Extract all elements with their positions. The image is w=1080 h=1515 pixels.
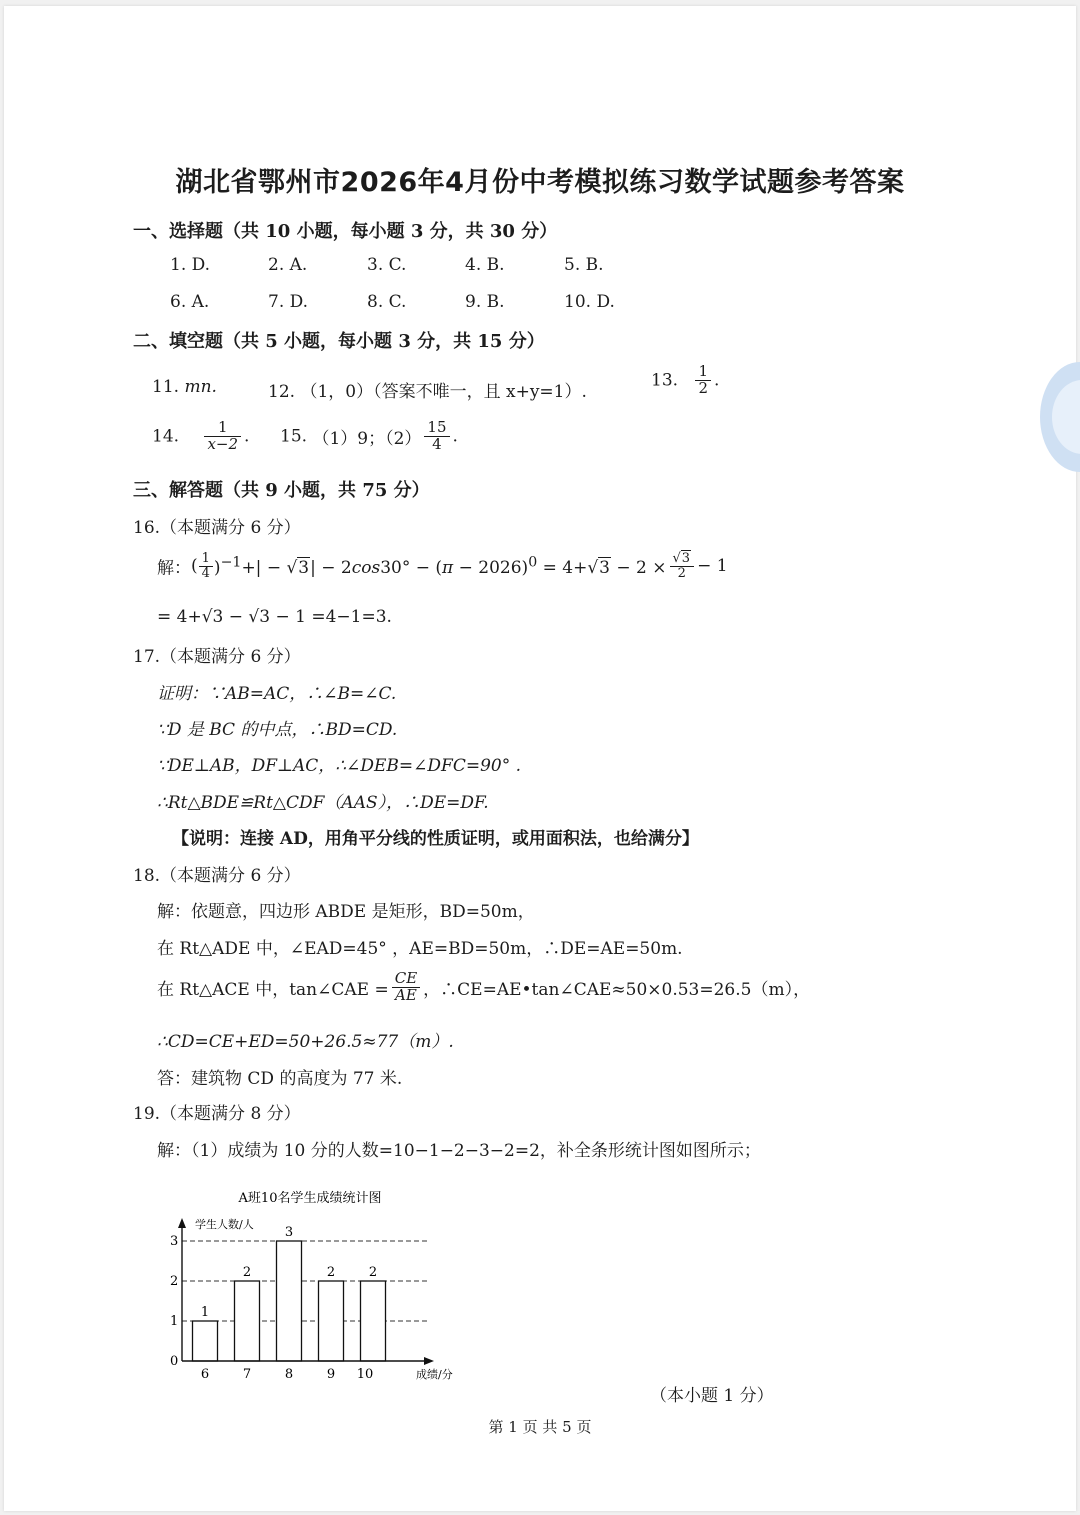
section1-heading: 一、选择题（共 10 小题，每小题 3 分，共 30 分） xyxy=(133,221,558,242)
q18-line4: ∴CD=CE+ED=50+26.5≈77（m）. xyxy=(157,1032,454,1052)
q19-note: （本小题 1 分） xyxy=(650,1386,774,1406)
q18-tan-prefix: 在 Rt△ACE 中，tan∠CAE = xyxy=(157,979,389,1000)
x-tick-7: 7 xyxy=(242,1367,252,1382)
q14-denominator: x−2 xyxy=(207,434,239,453)
q16-line1: 解：( $\frac{1}{4}$ )$^{-1}+| - √3| - 2\cos 30^\circ - (\pi - 2026)^0 = 4+√3 - 2$ × $\frac{√3}{2}$ − 1 xyxy=(157,551,728,581)
bar-label-6: 1 xyxy=(200,1305,210,1320)
q15-denominator: 4 xyxy=(432,434,442,453)
answer-8: 8. C. xyxy=(367,292,407,312)
y-axis-arrow xyxy=(178,1218,186,1228)
q13: 13. $\frac{1}{2}$ . xyxy=(651,362,720,397)
x-tick-9: 9 xyxy=(326,1367,336,1382)
bar-label-10: 2 xyxy=(368,1265,378,1280)
chart-title: A班10名学生成绩统计图 xyxy=(238,1191,382,1206)
q17-line4: ∴Rt△BDE≌Rt△CDF（AAS），∴DE=DF. xyxy=(157,793,489,813)
q18-line1: 解：依题意，四边形 ABDE 是矩形，BD=50m， xyxy=(157,902,535,922)
q12-number: 12. xyxy=(268,382,296,402)
q18-tan-suffix: ，∴CE=AE•tan∠CAE≈50×0.53=26.5（m）， xyxy=(423,979,811,1000)
q15-numerator: 15 xyxy=(424,420,449,437)
answer-2: 2. A. xyxy=(268,255,308,275)
answer-4: 4. B. xyxy=(465,255,505,275)
q18-line3 xyxy=(157,971,810,1004)
y-tick-3: 3 xyxy=(170,1234,179,1249)
q12-answer: （1，0）（答案不唯一，且 x+y=1）. xyxy=(300,382,587,402)
q14-fraction xyxy=(204,420,241,453)
q17-header: 17.（本题满分 6 分） xyxy=(133,647,301,667)
answer-3: 3. C. xyxy=(367,255,407,275)
q18-line5: 答：建筑物 CD 的高度为 77 米. xyxy=(157,1069,403,1089)
chart-x-label: 成绩/分 xyxy=(416,1368,453,1381)
q18-tan-fraction xyxy=(392,971,420,1004)
q18-tan-numerator: CE xyxy=(392,971,420,988)
q16-header: 16.（本题满分 6 分） xyxy=(133,518,301,538)
q11-number: 11. xyxy=(152,377,180,397)
q13-fraction xyxy=(695,364,711,397)
q15: 15. （1）9；（2） $\frac{15}{4}$ . xyxy=(280,418,458,453)
y-tick-0: 0 xyxy=(170,1354,179,1369)
q17-line1: 证明：∵AB=AC，∴∠B=∠C. xyxy=(157,684,397,704)
q17-line2: ∵D 是 BC 的中点，∴BD=CD. xyxy=(157,720,398,740)
x-tick-8: 8 xyxy=(284,1367,294,1382)
q13-denominator: 2 xyxy=(698,378,708,397)
q12 xyxy=(268,377,587,402)
y-tick-2: 2 xyxy=(170,1274,179,1289)
q18-tan-denominator: AE xyxy=(395,985,417,1004)
page-footer: 第 1 页 共 5 页 xyxy=(488,1418,592,1436)
bar-6 xyxy=(193,1321,218,1361)
q15-part1: （1）9；（2） xyxy=(312,428,422,449)
bar-8 xyxy=(277,1241,302,1361)
q19-line1: 解：（1）成绩为 10 分的人数=10−1−2−3−2=2，补全条形统计图如图所示； xyxy=(157,1141,761,1161)
q15-number: 15. xyxy=(280,426,308,447)
answer-1: 1. D. xyxy=(170,255,211,275)
bar-label-9: 2 xyxy=(326,1265,336,1280)
x-tick-10: 10 xyxy=(356,1367,374,1382)
bar-label-8: 3 xyxy=(284,1225,294,1240)
q14-numerator: 1 xyxy=(204,420,241,437)
q17-line3: ∵DE⊥AB，DF⊥AC，∴∠DEB=∠DFC=90° . xyxy=(157,756,522,776)
section3-heading: 三、解答题（共 9 小题，共 75 分） xyxy=(133,480,430,501)
q14-number: 14. xyxy=(152,426,180,447)
y-tick-1: 1 xyxy=(170,1314,179,1329)
q14: 14. $\frac{1}{x-2}$ . xyxy=(152,418,250,453)
q16-quarter: $\frac{1}{4}$ xyxy=(199,552,213,580)
q17-note: 【说明：连接 AD，用角平分线的性质证明，或用面积法，也给满分】 xyxy=(172,829,699,849)
answer-10: 10. D. xyxy=(564,292,615,312)
chart-y-label: 学生人数/人 xyxy=(195,1218,254,1231)
q11 xyxy=(152,377,217,397)
q13-numerator: 1 xyxy=(695,364,711,381)
q16-line2: = 4+√3 − √3 − 1 =4−1=3. xyxy=(157,607,392,627)
q11-answer: mn. xyxy=(184,377,217,397)
q16-prefix: 解： xyxy=(157,558,191,579)
bar-label-7: 2 xyxy=(242,1265,252,1280)
page-title: 湖北省鄂州市2026年4月份中考模拟练习数学试题参考答案 xyxy=(175,167,905,198)
q16-root3-over-2: $\frac{√3}{2}$ xyxy=(670,552,695,580)
bar-7 xyxy=(235,1281,260,1361)
bar-10 xyxy=(361,1281,386,1361)
q19-header: 19.（本题满分 8 分） xyxy=(133,1104,301,1124)
x-tick-6: 6 xyxy=(200,1367,210,1382)
q13-number: 13. xyxy=(651,370,679,391)
section2-heading: 二、填空题（共 5 小题，每小题 3 分，共 15 分） xyxy=(133,331,545,352)
q15-fraction xyxy=(424,420,449,453)
x-axis-arrow xyxy=(424,1357,434,1365)
answer-7: 7. D. xyxy=(268,292,309,312)
answer-9: 9. B. xyxy=(465,292,505,312)
answer-6: 6. A. xyxy=(170,292,210,312)
bar-chart xyxy=(160,1180,480,1385)
answer-5: 5. B. xyxy=(564,255,604,275)
q18-line2: 在 Rt△ADE 中，∠EAD=45° ，AE=BD=50m，∴DE=AE=50m. xyxy=(157,939,683,959)
bar-9 xyxy=(319,1281,344,1361)
q18-header: 18.（本题满分 6 分） xyxy=(133,866,301,886)
